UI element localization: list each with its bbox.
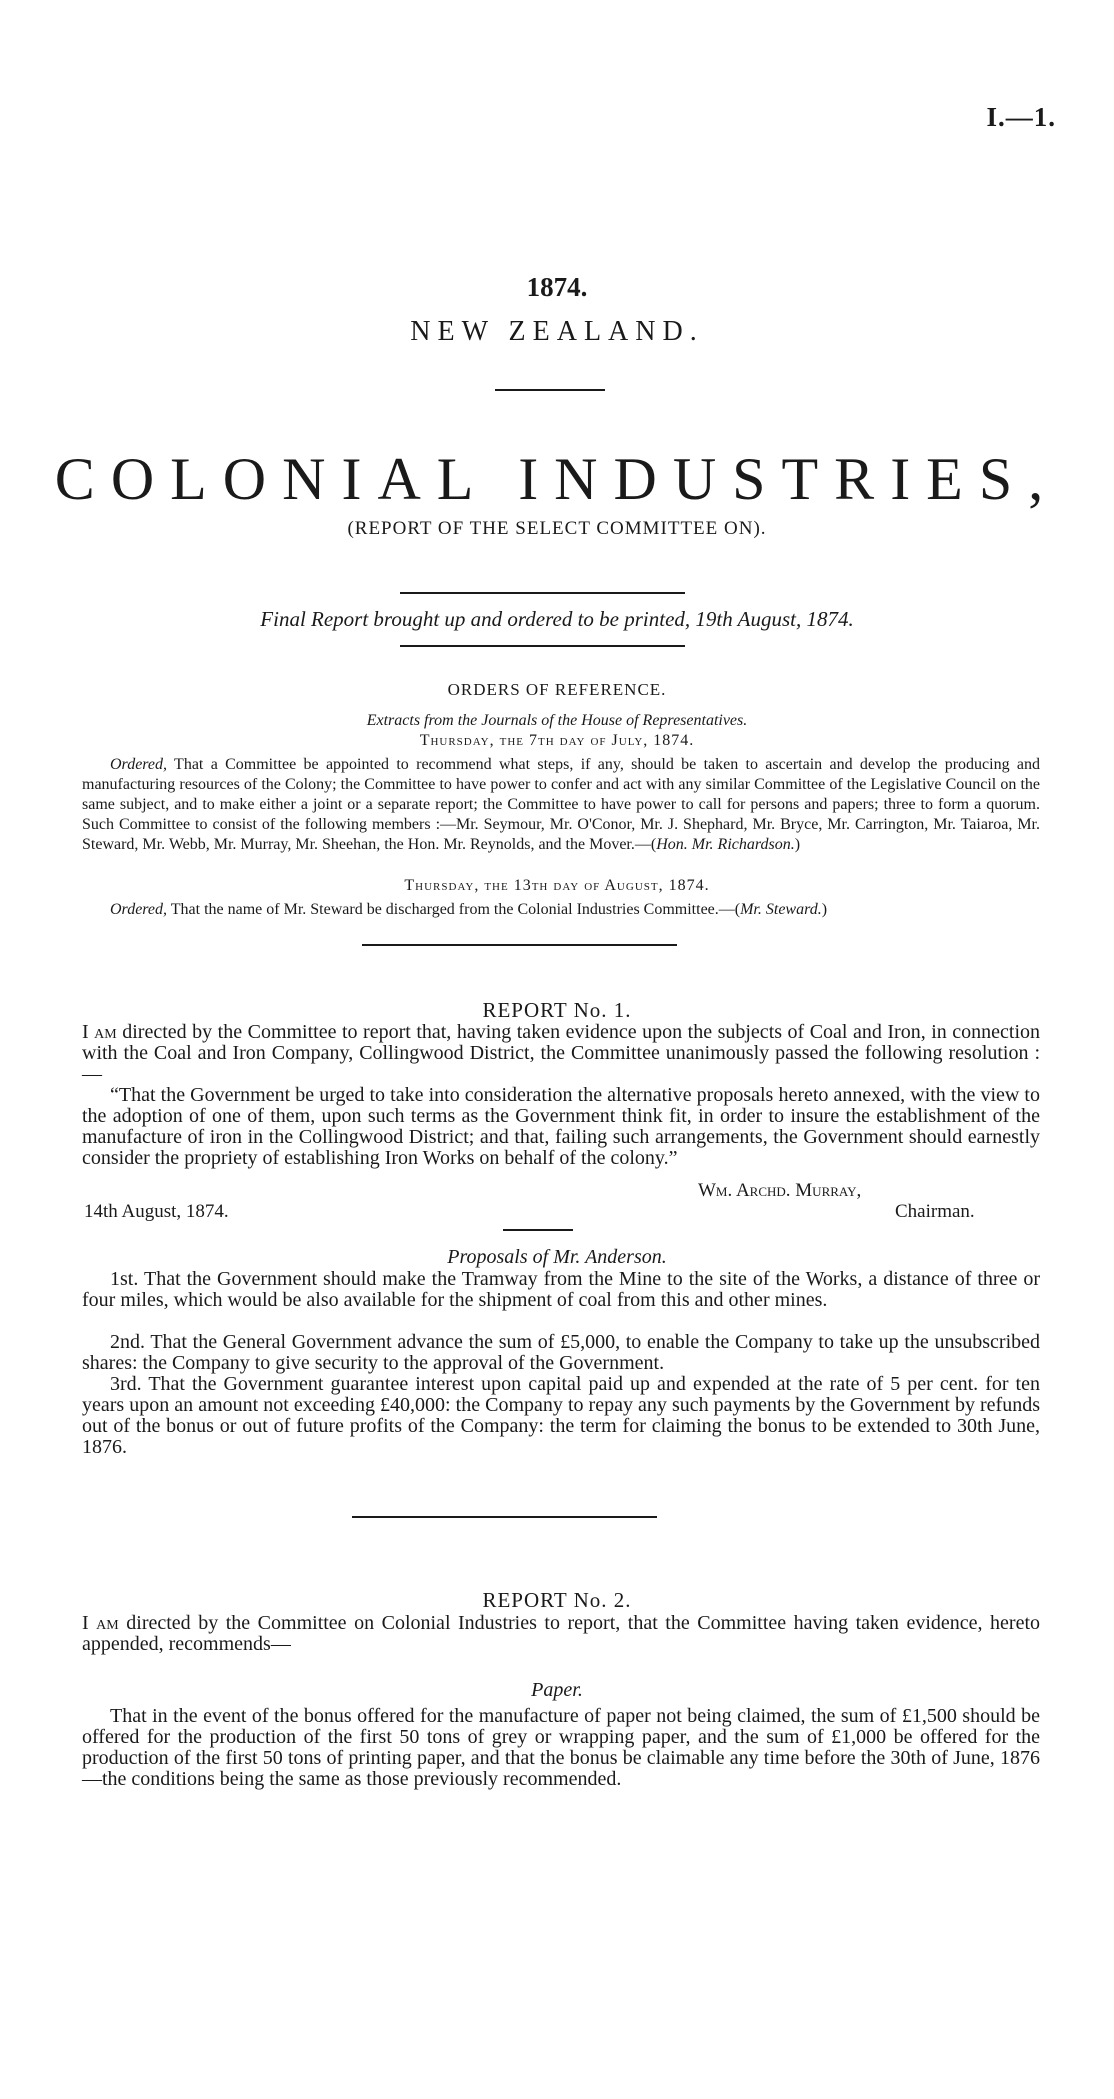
paren-close: ) [794, 836, 801, 853]
order-paragraph-2 [82, 900, 1040, 920]
document-title: COLONIAL INDUSTRIES, [54, 446, 1060, 512]
proposals-heading: Proposals of Mr. Anderson. [447, 1246, 667, 1268]
mover-name: Hon. Mr. Richardson. [656, 836, 795, 853]
divider [400, 645, 685, 647]
document-subtitle: (REPORT OF THE SELECT COMMITTEE ON). [347, 518, 767, 539]
lead-words: I am [82, 1612, 119, 1634]
report-2-heading: REPORT No. 2. [482, 1588, 632, 1612]
mover-name: Mr. Steward. [740, 901, 822, 918]
report-1-date: 14th August, 1874. [84, 1201, 229, 1222]
report-1-resolution: “That the Government be urged to take into consideration the alternative proposals hereto annexed, with the view to the adoption of one of them, upon such terms as the Government think fit, in order to insure the establishment of the manufacture of iron in the Collingwood District; and that, failing such arrangements, the Government should earnestly consider the propriety of establishing Iron Works on behalf of the colony.” [82, 1084, 1040, 1169]
order-paragraph-1 [82, 755, 1040, 855]
ordered-label: Ordered, [110, 901, 168, 918]
signatory: Wm. Archd. Murray, [698, 1180, 862, 1201]
paragraph-text: directed by the Committee to report that, having taken evidence upon the subjects of Coal and Iron, in connection with the Coal and Iron Company, Collingwood District, the Committee unanimously passed the following resolution :— [82, 1021, 1041, 1085]
report-1-paragraph [82, 1022, 1040, 1085]
lead-words: I am [82, 1021, 117, 1043]
paragraph-text: directed by the Committee on Colonial Industries to report, that the Committee having taken evidence, hereto appended, recommends— [82, 1612, 1041, 1655]
chairman-role: Chairman. [895, 1201, 975, 1222]
page-number: I.—1. [986, 102, 1056, 132]
divider [362, 944, 677, 946]
orders-heading: ORDERS OF REFERENCE. [447, 680, 667, 699]
paper-paragraph: That in the event of the bonus offered for the manufacture of paper not being claimed, the sum of £1,500 should be offered for the production of the first 50 tons of grey or wrapping paper, and the sum of £1,000 be offered for the production of the first 50 tons of printing paper, and that the bonus be claimable any time before the 30th of June, 1876—the conditions being the same as those previously recommended. [82, 1705, 1040, 1790]
paper-heading: Paper. [531, 1679, 583, 1701]
divider [400, 592, 685, 594]
order-text: That a Committee be appointed to recommend what steps, if any, should be taken to ascertain and develop the producing and manufacturing resources of the Colony; the Committee to have power to confer and act with any similar Committee of the Legislative Council on the same subject, and to make either a joint or a separate report; the Committee to have power to call for persons and papers; three to form a quorum. Such Committee to consist of the following members :—Mr. Seymour, Mr. O'Conor, Mr. J. Shephard, Mr. Bryce, Mr. Carrington, Mr. Taiaroa, Mr. Steward, Mr. Webb, Mr. Murray, Mr. Sheehan, the Hon. Mr. Reynolds, and the Mover.—( [82, 756, 1040, 853]
proposal-item: 3rd. That the Government guarantee interest upon capital paid up and expended at the rate of 5 per cent. for ten years upon an amount not exceeding £40,000: the Company to repay any such payments by the Government by refunds out of the bonus or out of future profits of the Company: the term for claiming the bonus to be extended to 30th June, 1876. [82, 1373, 1040, 1458]
paren-close: ) [821, 901, 828, 918]
order-text: That the name of Mr. Steward be discharged from the Colonial Industries Committee.—( [167, 901, 741, 918]
order-date-2: Thursday, the 13th day of August, 1874. [404, 877, 710, 894]
divider [503, 1229, 573, 1231]
year: 1874. [526, 272, 588, 302]
order-date-1: Thursday, the 7th day of July, 1874. [419, 732, 695, 749]
final-report-line: Final Report brought up and ordered to be printed, 19th August, 1874. [260, 607, 854, 631]
country: NEW ZEALAND. [410, 316, 704, 347]
proposal-item: 2nd. That the General Government advance the sum of £5,000, to enable the Company to take up the unsubscribed shares: the Company to give security to the approval of the Government. [82, 1331, 1040, 1374]
divider [352, 1516, 657, 1518]
divider [495, 389, 605, 391]
proposal-item: 1st. That the Government should make the Tramway from the Mine to the site of the Works, a distance of three or four miles, which would be also available for the shipment of coal from this and other mines. [82, 1268, 1040, 1311]
ordered-label: Ordered, [110, 756, 168, 773]
report-2-paragraph [82, 1613, 1040, 1655]
extracts-line: Extracts from the Journals of the House of Representatives. [366, 712, 748, 729]
report-1-heading: REPORT No. 1. [482, 998, 632, 1022]
